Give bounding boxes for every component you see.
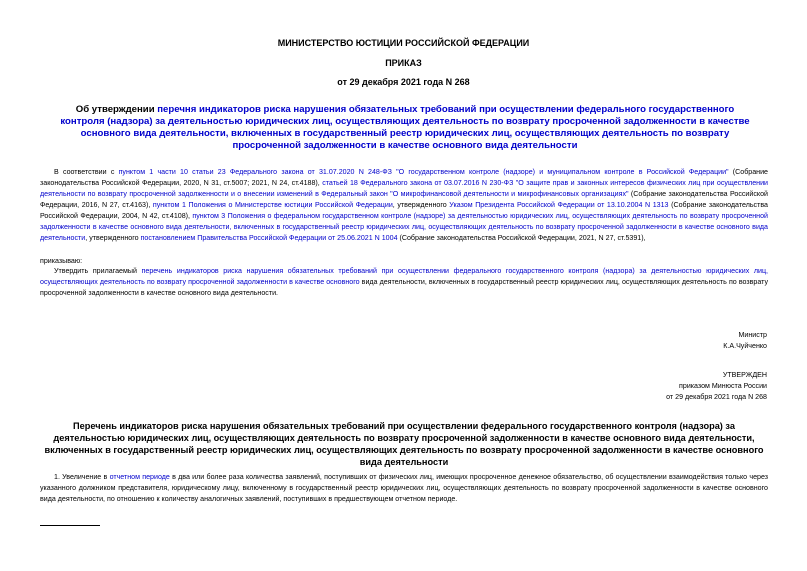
- order-word: приказываю:: [40, 257, 83, 265]
- preamble-text: (Собрание законодательства Российской Федерации, 2020, N 31, ст.5007; 2021, N 24, ст.4188),: [40, 168, 769, 187]
- list-title: Перечень индикаторов риска нарушения обязательных требований при осуществлении федерального государственного контроля (надзора) за деятельностью юридических лиц, осуществляющих деятельность по возврату просроченной задолженности в качестве основного вида деятельности, включенных в государственный реестр юридических лиц, осуществляющих деятельность по возврату просроченной задолженности в качестве основного вида деятельности: [44, 421, 764, 467]
- title-prefix: Об утверждении: [75, 104, 158, 115]
- signature-block: [723, 330, 767, 352]
- preamble-paragraph: [40, 167, 768, 244]
- preamble-link[interactable]: статьей 18 Федерального закона от 03.07.2016 N 230-ФЗ "О защите прав и законных интересов физических лиц при осуществлении деятельности по возврату просроченной задолженности и о внесении изменений в Федеральный закон "О микрофинансовой деятельности и микрофинансовых организациях": [40, 179, 769, 198]
- doc-type-heading: ПРИКАЗ: [385, 58, 422, 68]
- preamble-text: В соответствии с: [54, 168, 119, 176]
- approved-block: [666, 370, 767, 403]
- approve-link[interactable]: перечень индикаторов риска нарушения обязательных требований при осуществлении федерального государственного контроля (надзора) за деятельностью юридических лиц, осуществляющих деятельность по возврату просроченной задолженности в качестве основного: [40, 267, 768, 286]
- preamble-link[interactable]: пунктом 1 части 10 статьи 23 Федерального закона от 31.07.2020 N 248-ФЗ "О государственном контроле (надзоре) и муниципальном контроле в Российской Федерации": [118, 168, 729, 176]
- footnote-divider: [40, 525, 100, 526]
- item-1-text: в два или более раза количества заявлений, поступивших от физических лиц, имеющих просроченное денежное обязательство, об осуществлении взаимодействия только через указанного должником представителя, юридическому лицу, включенному в государственный реестр юридических лиц, осуществляющих деятельность по возврату просроченной задолженности в качестве основного вида деятельности, по отношению к количеству аналогичных заявлений, поступивших в предшествующем отчетном периоде.: [40, 473, 768, 503]
- doc-date-number: от 29 декабря 2021 года N 268: [337, 77, 470, 87]
- title-link[interactable]: перечня индикаторов риска нарушения обязательных требований при осуществлении федерального государственного контроля (надзора) за деятельностью юридических лиц, осуществляющих деятельность по возврату просроченной задолженности в качестве основного вида деятельности, включенных в государственный реестр юридических лиц, осуществляющих деятельность по возврату просроченной задолженности в качестве основного вида деятельности: [60, 104, 750, 151]
- approve-text: Утвердить прилагаемый: [54, 267, 142, 275]
- preamble-text: , утвержденного: [85, 234, 141, 242]
- footnote-link[interactable]: отчетном периоде: [109, 473, 170, 481]
- item-1-paragraph: [40, 472, 768, 505]
- signature-name: К.А.Чуйченко: [723, 342, 767, 350]
- approved-date: от 29 декабря 2021 года N 268: [666, 393, 767, 401]
- preamble-text: , утвержденного: [392, 201, 450, 209]
- preamble-text: (Собрание законодательства Российской Федерации, 2021, N 27, ст.5391),: [397, 234, 646, 242]
- approve-text: вида деятельности, включенных в государственный реестр юридических лиц, осуществляющих деятельность по возврату просроченной задолженности в качестве основного вида деятельности.: [40, 278, 769, 297]
- preamble-link[interactable]: пунктом 3 Положения о федеральном государственном контроле (надзоре) за деятельностью юридических лиц, осуществляющих деятельность по возврату просроченной задолженности в качестве основного вида деятельности, включенных в государственный реестр юридических лиц, осуществляющих деятельность по возврату просроченной задолженности в качестве основного вида деятельности: [40, 212, 769, 242]
- approved-by: приказом Минюста России: [679, 382, 767, 390]
- preamble-link[interactable]: постановлением Правительства Российской Федерации от 25.06.2021 N 1004: [140, 234, 398, 242]
- preamble-link[interactable]: пунктом 1 Положения о Министерстве юстиции Российской Федерации: [152, 201, 393, 209]
- item-1-text: 1. Увеличение в: [54, 473, 110, 481]
- preamble-text: (Собрание законодательства Российской Федерации, 2004, N 42, ст.4108),: [40, 201, 768, 220]
- preamble-text: (Собрание законодательства Российской Федерации, 2016, N 27, ст.4163),: [40, 190, 768, 209]
- approve-paragraph: [40, 266, 768, 299]
- ministry-heading: МИНИСТЕРСТВО ЮСТИЦИИ РОССИЙСКОЙ ФЕДЕРАЦИИ: [277, 38, 530, 48]
- signature-position: Министр: [738, 331, 767, 339]
- approved-word: УТВЕРЖДЕН: [722, 371, 767, 379]
- preamble-link[interactable]: Указом Президента Российской Федерации от 13.10.2004 N 1313: [449, 201, 669, 209]
- order-title: [55, 104, 755, 152]
